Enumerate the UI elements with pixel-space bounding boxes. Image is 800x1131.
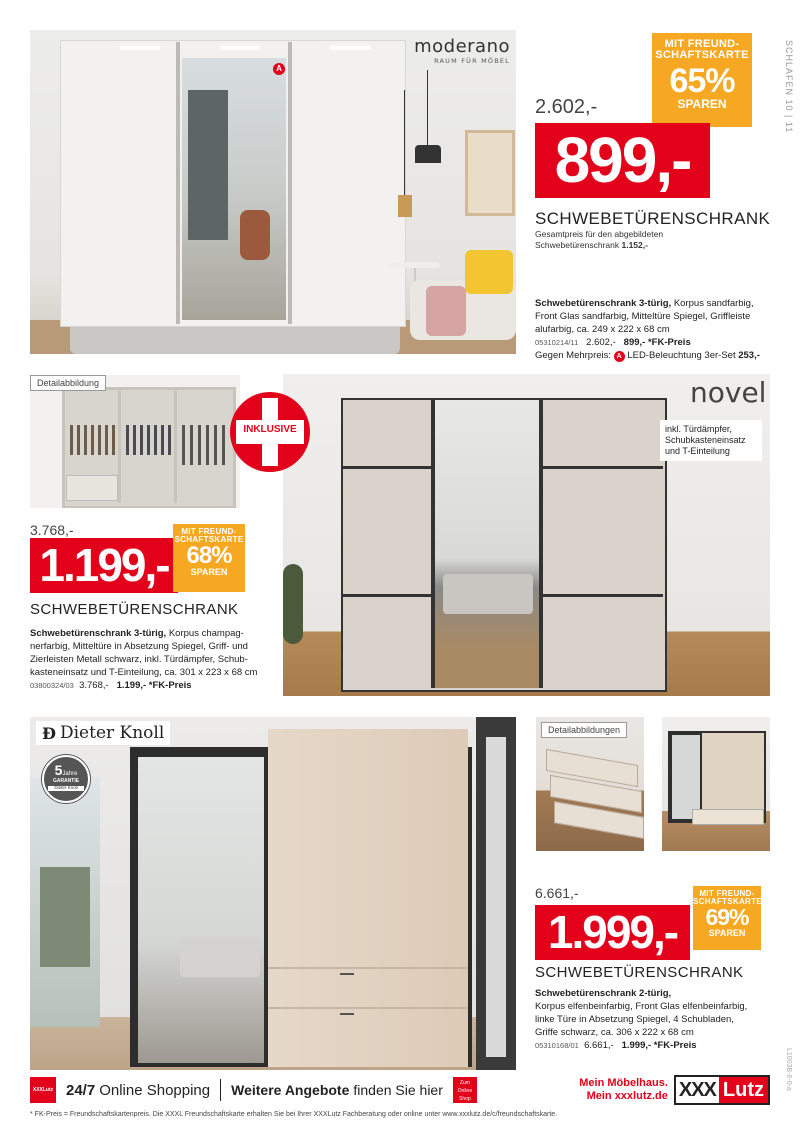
old-price: 3.768,- — [30, 522, 74, 538]
badge-label-2: SCHAFTSKARTE — [174, 535, 244, 544]
detail-label: Detailabbildung — [30, 375, 106, 391]
badge-label-2: SCHAFTSKARTE — [693, 897, 762, 906]
guarantee-seal — [42, 755, 90, 803]
extra-text: LED-Beleuchtung 3er-Set — [627, 350, 736, 361]
badge-label: MIT FREUND- — [699, 889, 755, 898]
divider — [220, 1079, 221, 1101]
desc-line-4: kasteneinsatz und T-Einteilung, ca. 301 x 223 x 68 cm — [30, 667, 258, 678]
old-price: 6.661,- — [535, 885, 579, 901]
sale-price: 899,- — [554, 124, 691, 196]
callout-line-2: Schubkasteneinsatz — [665, 435, 746, 445]
offer3-photo — [30, 717, 516, 1070]
shop-text: Online Shopping — [99, 1081, 211, 1099]
more-offers-text: finden Sie hier — [353, 1082, 443, 1098]
brand-name: moderano — [414, 36, 510, 57]
desc-line-3: alufarbig, ca. 249 x 222 x 68 cm — [535, 324, 670, 335]
badge-percent: 69% — [705, 904, 749, 930]
novel-logo: novel — [690, 376, 767, 409]
logo-lutz: Lutz — [719, 1077, 768, 1103]
sale-price: 1.999,- — [547, 906, 678, 958]
sale-price-box — [535, 123, 710, 198]
brand-subtitle: RAUM FÜR MÖBEL — [434, 57, 510, 65]
product-description — [30, 627, 275, 692]
footnote: * FK-Preis = Freundschaftskartenpreis. Die XXXL Freundschaftskarte erhalten Sie bei Ihrer XXXLutz Fachberatung oder online unter www.xxxlutz.de/c/freundschaftskarte. — [30, 1111, 558, 1118]
note-price: 1.152,- — [621, 240, 648, 250]
article-new-price: 1.999,- — [621, 1040, 652, 1051]
product-description — [535, 987, 775, 1052]
guarantee-brand: Dieter Knoll — [48, 786, 84, 791]
moderano-logo — [400, 36, 510, 65]
sale-price: 1.199,- — [39, 539, 169, 591]
extra-label: Gegen Mehrpreis: — [535, 350, 612, 361]
inklusive-badge — [230, 392, 310, 472]
note-line-1: Gesamtpreis für den abgebildeten — [535, 229, 664, 239]
article-number: 03800324/03 — [30, 681, 74, 690]
article-old-price: 2.602,- — [586, 337, 616, 348]
desc-line-2: Korpus elfenbeinfarbig, Front Glas elfenbeinfarbig, — [535, 1001, 748, 1012]
badge-save: SPAREN — [677, 97, 727, 111]
feature-callout — [660, 420, 762, 461]
brand-name: Dieter Knoll — [59, 723, 165, 743]
online-shop-icon[interactable]: Zum Online Shop — [453, 1077, 477, 1103]
price-note — [535, 229, 663, 251]
badge-percent: 65% — [669, 62, 735, 100]
article-number: 05310168/01 — [535, 1041, 579, 1050]
page-code: L1003B-6-0-a — [785, 1048, 792, 1091]
extra-marker-icon: A — [614, 351, 625, 362]
slogan-line-2: Mein xxxlutz.de — [586, 1090, 668, 1102]
desc-line-2: nerfarbig, Mitteltüre in Absetzung Spiegel, Griff- und — [30, 641, 248, 652]
offer1-photo — [30, 30, 516, 354]
extra-price: 253,- — [738, 350, 760, 361]
sale-price-box — [30, 538, 178, 593]
article-new-price: 1.199,- — [116, 680, 147, 691]
desc-line-2: Front Glas sandfarbig, Mitteltüre Spiegel, Griffleiste — [535, 311, 751, 322]
page-marker: SCHLAFEN 10 | 11 — [784, 40, 794, 134]
xxxlutz-small-logo[interactable]: XXXLutz — [30, 1077, 56, 1103]
dk-monogram-icon: Ð — [42, 723, 56, 743]
fk-label: *FK-Preis — [647, 337, 691, 348]
desc-line-1: Korpus champag- — [166, 628, 244, 639]
badge-save: SPAREN — [190, 567, 228, 577]
article-new-price: 899,- — [623, 337, 646, 348]
guarantee-text: GARANTIE — [52, 778, 80, 784]
inklusive-label: INKLUSIVE — [243, 424, 297, 435]
desc-line-1: Korpus sandfarbig, — [671, 298, 754, 309]
article-old-price: 3.768,- — [79, 680, 109, 691]
product-title: SCHWEBETÜRENSCHRANK — [535, 964, 744, 981]
desc-bold: Schwebetürenschrank 3-türig, — [30, 628, 167, 639]
badge-percent: 68% — [186, 542, 232, 569]
footer-bar — [30, 1075, 770, 1105]
badge-save: SPAREN — [708, 928, 746, 938]
badge-label-2: SCHAFTSKARTE — [655, 49, 749, 61]
desc-line-4: Griffe schwarz, ca. 306 x 222 x 68 cm — [535, 1027, 694, 1038]
guarantee-years: 5 — [54, 762, 63, 778]
offer3-detail-photo-2 — [662, 717, 770, 851]
slogan — [579, 1077, 668, 1103]
logo-xxx: XXX — [678, 1078, 716, 1101]
friendship-badge-1 — [652, 33, 752, 127]
detail-label: Detailabbildungen — [541, 722, 627, 738]
offer2-detail-photo — [30, 375, 240, 508]
friendship-badge-2 — [173, 524, 245, 592]
sale-price-box — [535, 905, 690, 960]
note-line-2: Schwebetürenschrank — [535, 240, 620, 250]
led-marker-icon: A — [273, 63, 285, 75]
article-old-price: 6.661,- — [584, 1040, 614, 1051]
friendship-badge-3 — [693, 886, 761, 950]
more-offers-bold: Weitere Angebote — [231, 1082, 350, 1098]
slogan-line-1: Mein Möbelhaus. — [579, 1077, 668, 1089]
fk-label: *FK-Preis — [653, 1040, 697, 1051]
callout-line-1: inkl. Türdämpfer, — [665, 424, 732, 434]
desc-line-3: linke Türe in Absetzung Spiegel, 4 Schubladen, — [535, 1014, 734, 1025]
badge-label: MIT FREUND- — [181, 527, 237, 536]
desc-bold: Schwebetürenschrank 3-türig, — [535, 298, 672, 309]
dieter-knoll-logo — [36, 721, 170, 745]
product-title: SCHWEBETÜRENSCHRANK — [30, 601, 239, 618]
old-price: 2.602,- — [535, 96, 598, 118]
article-number: 05310214/11 — [535, 338, 579, 347]
desc-bold: Schwebetürenschrank 2-türig, — [535, 988, 672, 999]
shop-24-7: 24/7 — [66, 1081, 96, 1099]
fk-label: *FK-Preis — [148, 680, 192, 691]
desc-line-3: Zierleisten Metall schwarz, inkl. Türdämpfer, Schub- — [30, 654, 248, 665]
callout-line-3: und T-Einteilung — [665, 446, 730, 456]
xxxlutz-logo[interactable] — [674, 1075, 770, 1105]
guarantee-unit: Jahre — [62, 771, 78, 777]
product-title: SCHWEBETÜRENSCHRANK — [535, 209, 771, 228]
badge-label: MIT FREUND- — [664, 38, 740, 50]
product-description — [535, 297, 780, 362]
